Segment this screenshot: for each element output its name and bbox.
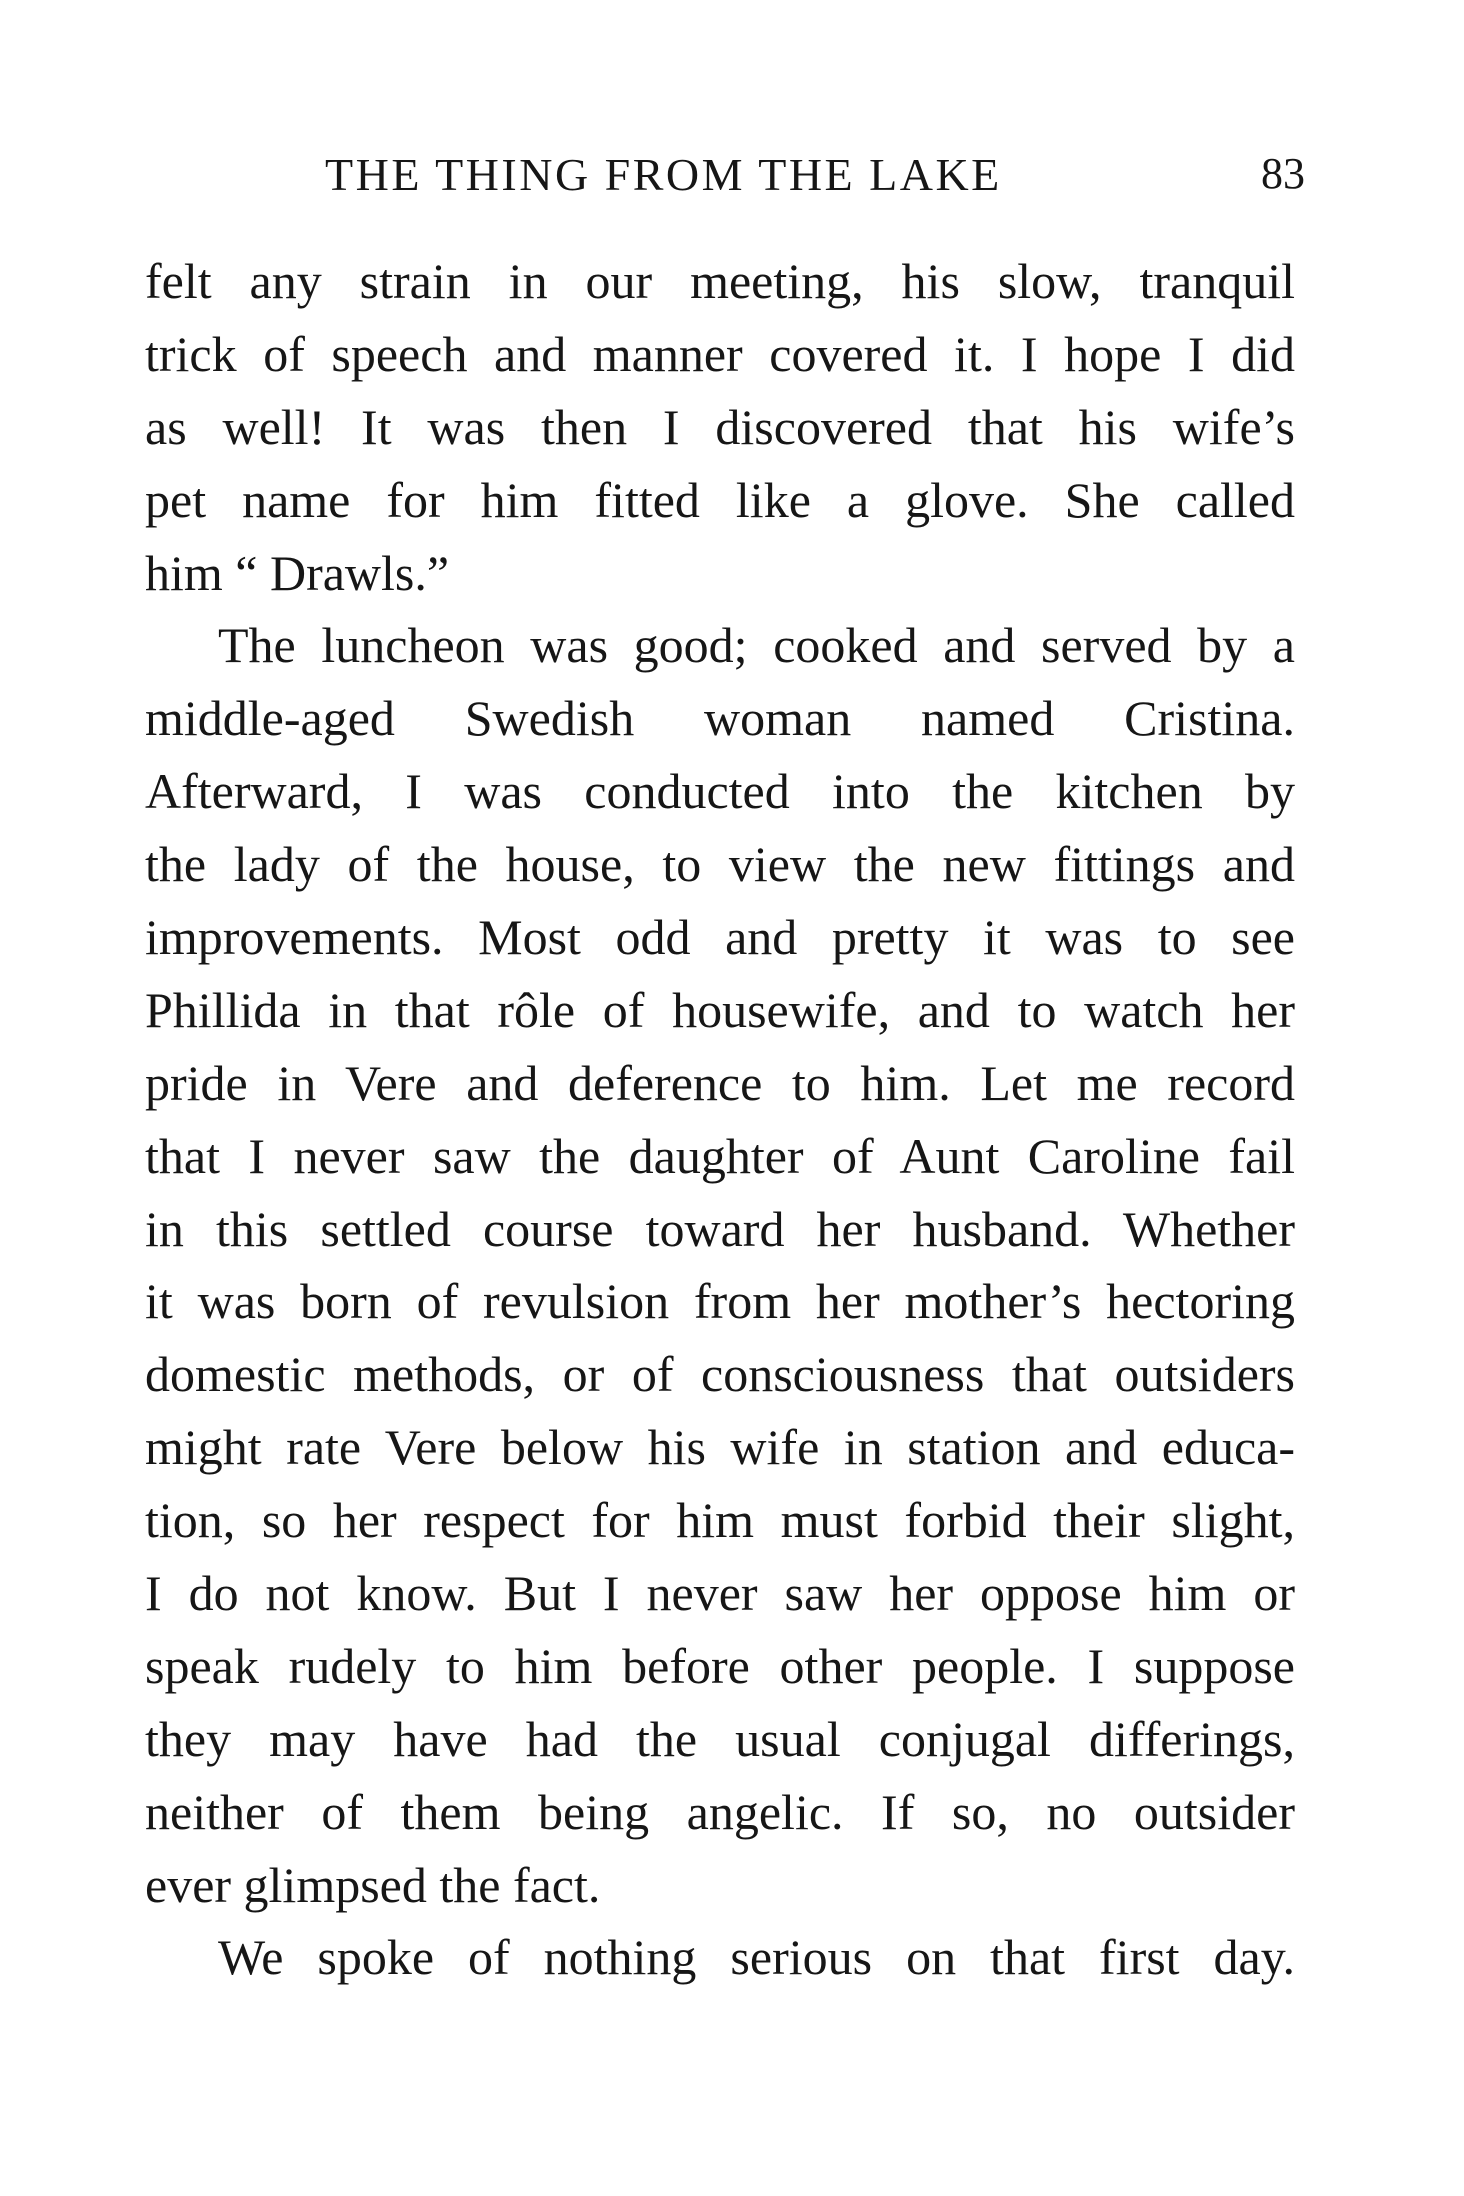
text-line: The luncheon was good; cooked and served by a [218, 617, 1295, 674]
body-text [145, 245, 1295, 1994]
text-line: him “ Drawls.” [145, 544, 450, 601]
text-line: tion, so her respect for him must forbid their slight, [145, 1492, 1295, 1549]
text-line: Afterward, I was conducted into the kitchen by [145, 763, 1295, 820]
text-line: speak rudely to him before other people. I suppose [145, 1637, 1295, 1694]
page-number: 83 [1261, 149, 1305, 198]
text-line: domestic methods, or of consciousness that outsiders [145, 1346, 1295, 1403]
text-line: they may have had the usual conjugal differings, [145, 1710, 1295, 1767]
text-line: pride in Vere and deference to him. Let me record [145, 1054, 1295, 1111]
text-line: it was born of revulsion from her mother’s hectoring [145, 1273, 1295, 1330]
text-line: in this settled course toward her husband. Whether [145, 1200, 1295, 1257]
text-line: pet name for him fitted like a glove. She called [145, 471, 1295, 528]
text-line: might rate Vere below his wife in station and educa- [145, 1419, 1295, 1476]
text-line: felt any strain in our meeting, his slow, tranquil [145, 253, 1295, 309]
text-line: trick of speech and manner covered it. I hope I did [145, 325, 1295, 382]
text-line: ever glimpsed the fact. [145, 1856, 601, 1913]
text-line: I do not know. But I never saw her oppose him or [145, 1565, 1295, 1622]
running-head [325, 148, 1305, 208]
text-line: neither of them being angelic. If so, no outsider [145, 1783, 1295, 1840]
text-line: improvements. Most odd and pretty it was to see [145, 909, 1295, 966]
text-line: as well! It was then I discovered that his wife’s [145, 398, 1295, 455]
text-line: the lady of the house, to view the new fittings and [145, 836, 1295, 893]
running-title: THE THING FROM THE LAKE [325, 149, 1002, 200]
text-line: middle-aged Swedish woman named Cristina. [145, 690, 1295, 747]
text-line: that I never saw the daughter of Aunt Caroline fail [145, 1127, 1295, 1184]
text-line: We spoke of nothing serious on that first day. [218, 1929, 1295, 1986]
text-line: Phillida in that rôle of housewife, and to watch her [145, 981, 1295, 1038]
